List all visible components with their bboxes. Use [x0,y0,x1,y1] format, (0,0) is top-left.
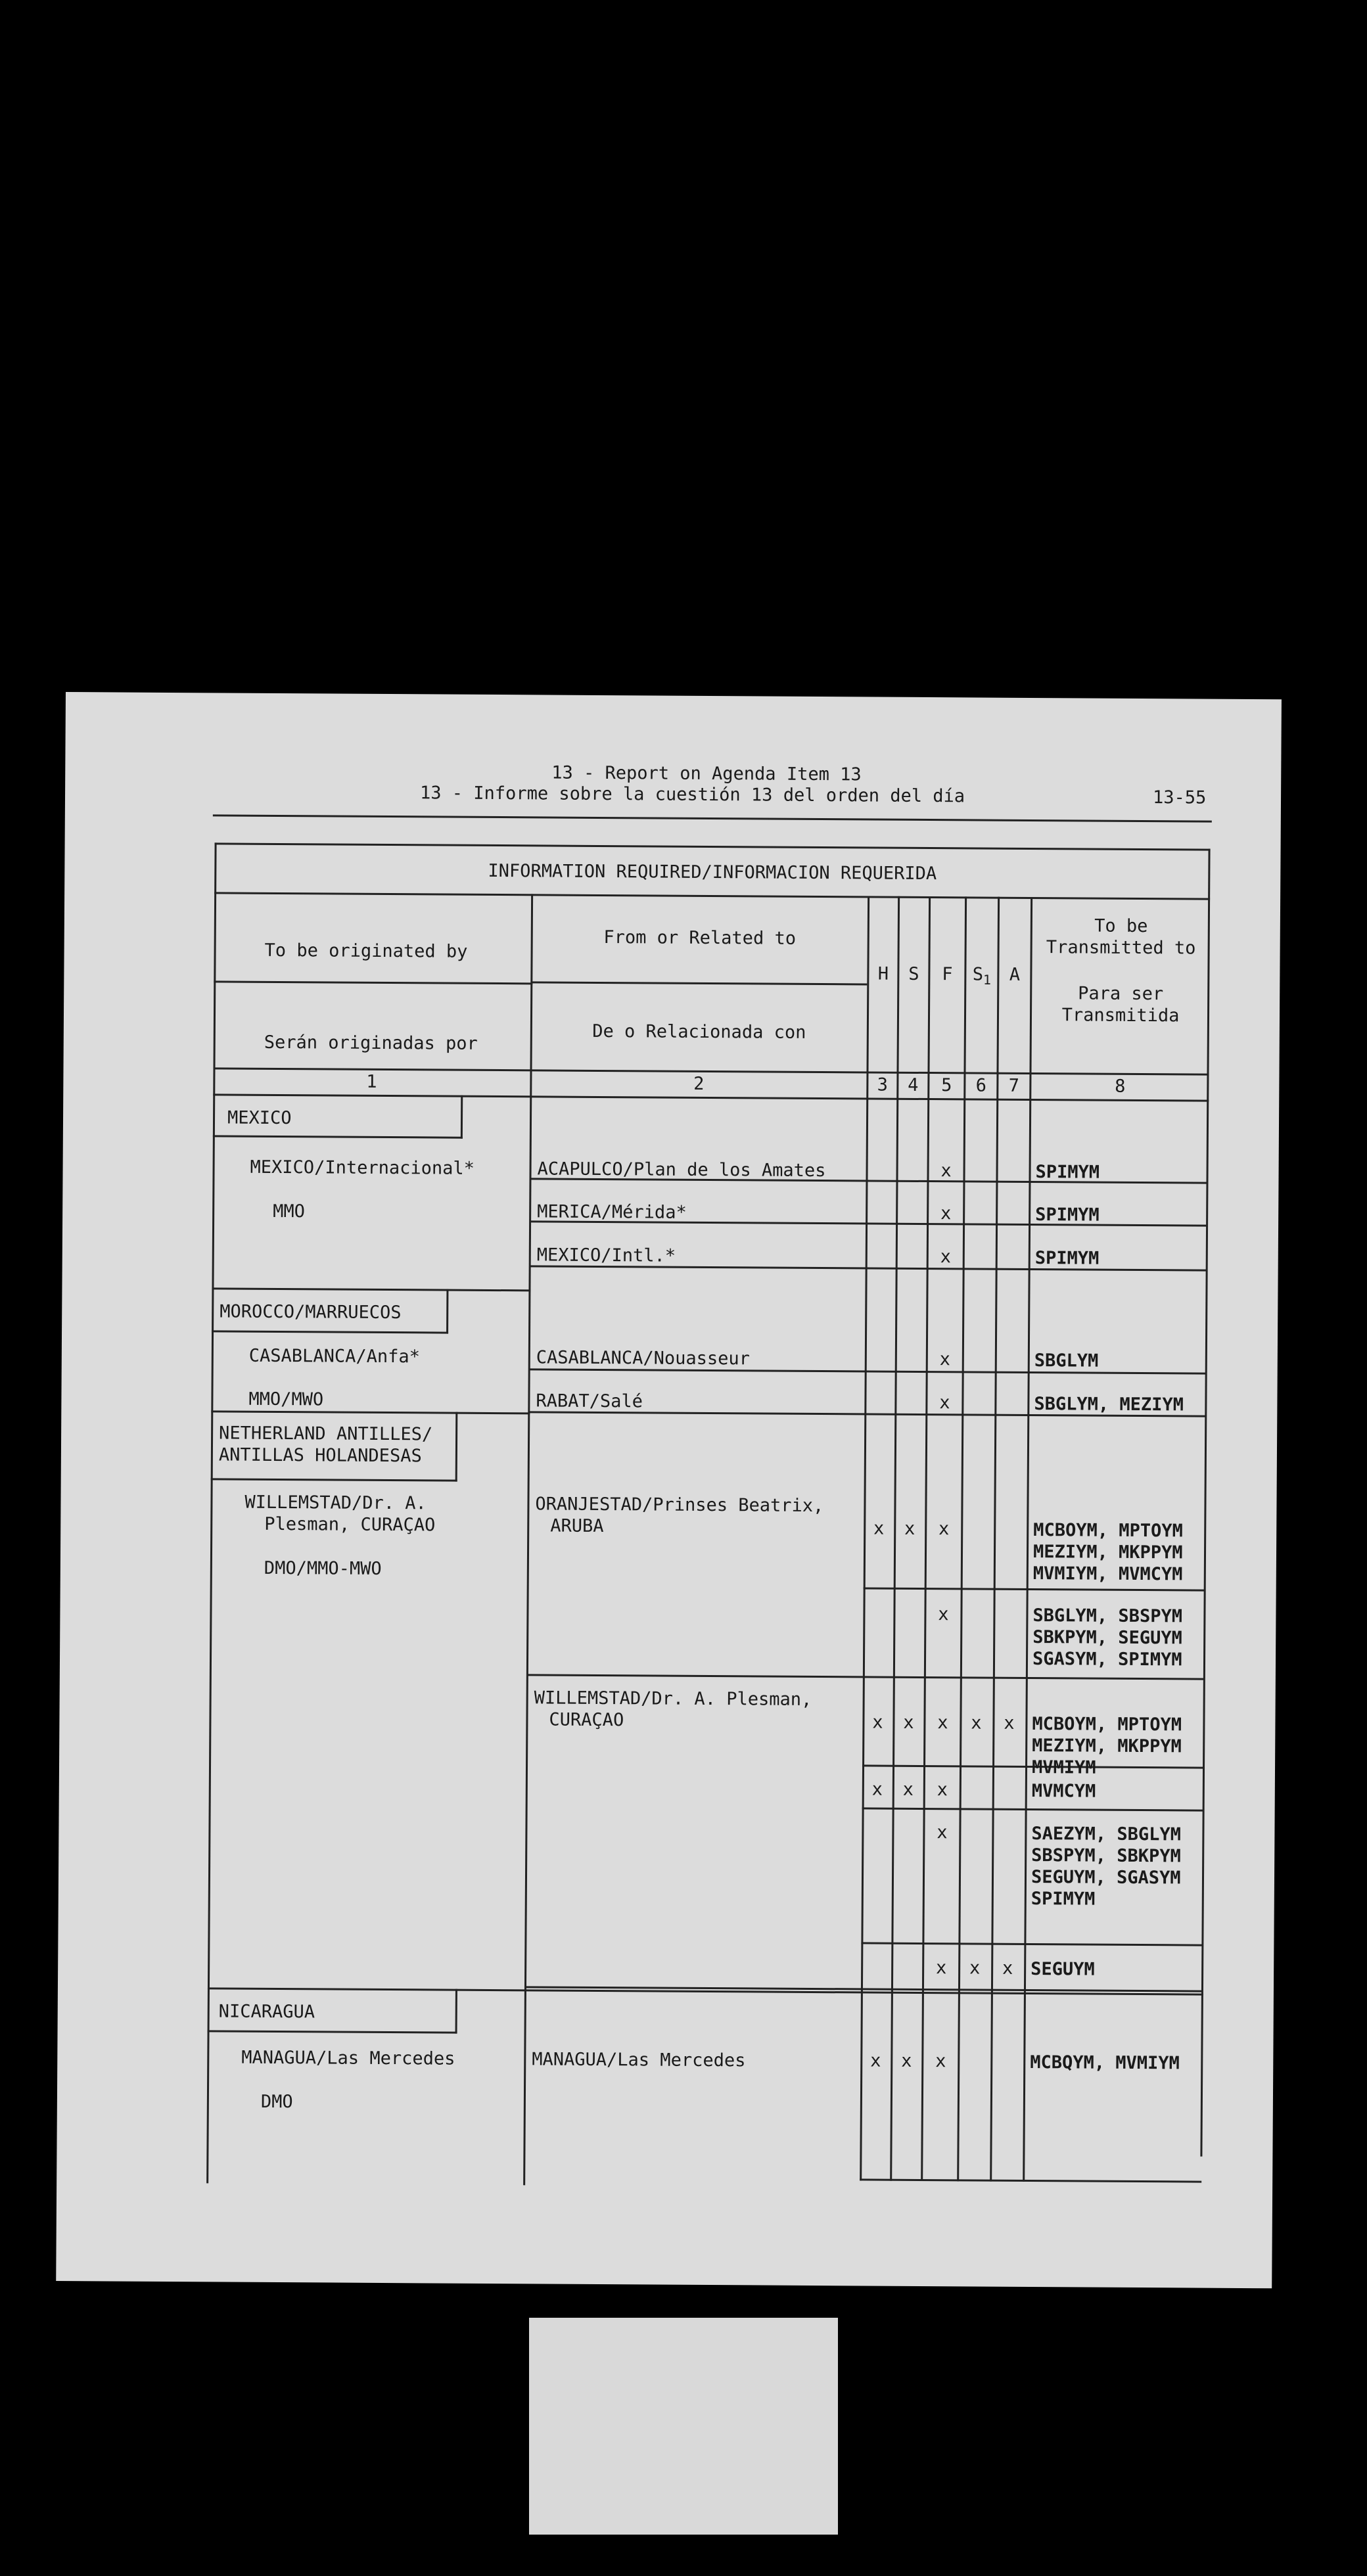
transmit-codes: MCBOYM, MPTOYM MEZIYM, MKPPYM MVMIYM [1031,1714,1182,1778]
header-line-2: 13 - Informe sobre la cuestión 13 del orden del día [419,783,965,807]
h-mark: x [873,1518,885,1539]
col-number-2: 2 [693,1073,705,1094]
col-number-6: 6 [975,1075,987,1096]
from-station: MERICA/Mérida* [537,1201,687,1223]
col5-header: F [942,964,953,985]
blank-card [529,2318,838,2535]
station-name: Plesman, CURAÇAO [264,1513,436,1536]
from-station: ORANJESTAD/Prinses Beatrix, [535,1494,824,1517]
office-code: DMO/MMO-MWO [264,1557,382,1579]
document-page [56,692,1282,2288]
transmit-codes: SEGUYM [1031,1959,1095,1980]
transmit-codes: MCBOYM, MPTOYM MEZIYM, MKPPYM MVMIYM, MVMCYM [1032,1520,1183,1585]
office-code: DMO [260,2091,293,2113]
col8-header-en-2: Transmitted to [1046,937,1196,959]
col1-header-en: To be originated by [264,940,468,962]
station-name: WILLEMSTAD/Dr. A. [244,1492,427,1514]
col2-header-en: From or Related to [603,927,797,949]
f-mark: x [939,1392,950,1414]
col3-header: H [877,963,889,984]
from-station: CASABLANCA/Nouasseur [536,1347,751,1369]
col8-header-es-1: Para ser [1078,983,1164,1005]
col1-header-es: Serán originadas por [264,1032,478,1054]
h-mark: x [872,1712,883,1733]
col-number-4: 4 [908,1074,919,1095]
from-station: ACAPULCO/Plan de los Amates [537,1159,826,1182]
country-label: MEXICO [227,1107,292,1129]
h-mark: x [870,2050,881,2071]
col-number-7: 7 [1008,1075,1020,1096]
si-mark: x [969,1958,981,1979]
f-mark: x [940,1203,952,1224]
from-station: WILLEMSTAD/Dr. A. Plesman, [534,1688,812,1710]
station-name: CASABLANCA/Anfa* [248,1345,421,1368]
from-station: CURAÇAO [549,1709,624,1731]
station-name: MANAGUA/Las Mercedes [241,2047,455,2069]
f-mark: x [938,1519,950,1540]
country-label: ANTILLAS HOLANDESAS [218,1444,422,1467]
f-mark: x [937,1713,948,1734]
header-rule [213,814,1212,822]
f-mark: x [935,2051,946,2072]
page-number: 13-55 [1152,787,1207,808]
s-mark: x [904,1518,915,1539]
f-mark: x [937,1780,948,1801]
h-mark: x [871,1779,883,1800]
f-mark: x [935,1958,947,1979]
col-number-3: 3 [877,1074,889,1095]
from-station: MANAGUA/Las Mercedes [532,2049,746,2071]
si-mark: x [971,1713,982,1734]
col6-header: $S_1$ [972,964,992,988]
a-mark: x [1004,1713,1015,1734]
country-label: MOROCCO/MARRUECOS [220,1301,402,1323]
transmit-codes: SPIMYM [1035,1205,1100,1226]
transmit-codes: MVMCYM [1031,1781,1096,1802]
col-number-5: 5 [941,1075,952,1096]
col8-header-en-1: To be [1094,915,1148,937]
country-label: NETHERLAND ANTILLES/ [219,1423,433,1445]
col8-header-es-2: Transmitida [1061,1005,1180,1026]
transmit-codes: SBGLYM, MEZIYM [1034,1394,1184,1415]
f-mark: x [938,1604,949,1625]
s-mark: x [903,1712,914,1733]
col-number-8: 8 [1115,1076,1126,1097]
transmit-codes: SBGLYM, SBSPYM SBKPYM, SEGUYM SGASYM, SPIMYM [1032,1605,1183,1670]
col-number-1: 1 [366,1071,377,1092]
f-mark: x [940,1247,951,1268]
office-code: MMO/MWO [248,1389,324,1410]
col7-header: A [1009,964,1021,985]
header-line-1: 13 - Report on Agenda Item 13 [551,762,862,785]
s-mark: x [902,1779,914,1800]
office-code: MMO [273,1201,306,1222]
country-label: NICARAGUA [218,2001,315,2023]
transmit-codes: SBGLYM [1034,1350,1099,1371]
transmit-codes: SPIMYM [1034,1248,1100,1269]
f-mark: x [937,1822,948,1843]
col4-header: S [908,963,919,984]
from-station: MEXICO/Intl.* [536,1245,676,1266]
transmit-codes: SAEZYM, SBGLYM SBSPYM, SBKPYM SEGUYM, SGASYM SPIMYM [1031,1824,1182,1910]
f-mark: x [940,1161,952,1182]
transmit-codes: SPIMYM [1035,1162,1100,1183]
from-station: RABAT/Salé [536,1391,643,1412]
col2-header-es: De o Relacionada con [592,1021,806,1043]
f-mark: x [939,1349,951,1370]
station-name: MEXICO/Internacional* [250,1157,475,1179]
info-table [66,692,1282,699]
table-title: INFORMATION REQUIRED/INFORMACION REQUERIDA [488,860,937,885]
transmit-codes: MCBQYM, MVMIYM [1030,2052,1180,2074]
from-station: ARUBA [550,1515,604,1537]
s-mark: x [901,2050,912,2071]
a-mark: x [1002,1958,1013,1979]
